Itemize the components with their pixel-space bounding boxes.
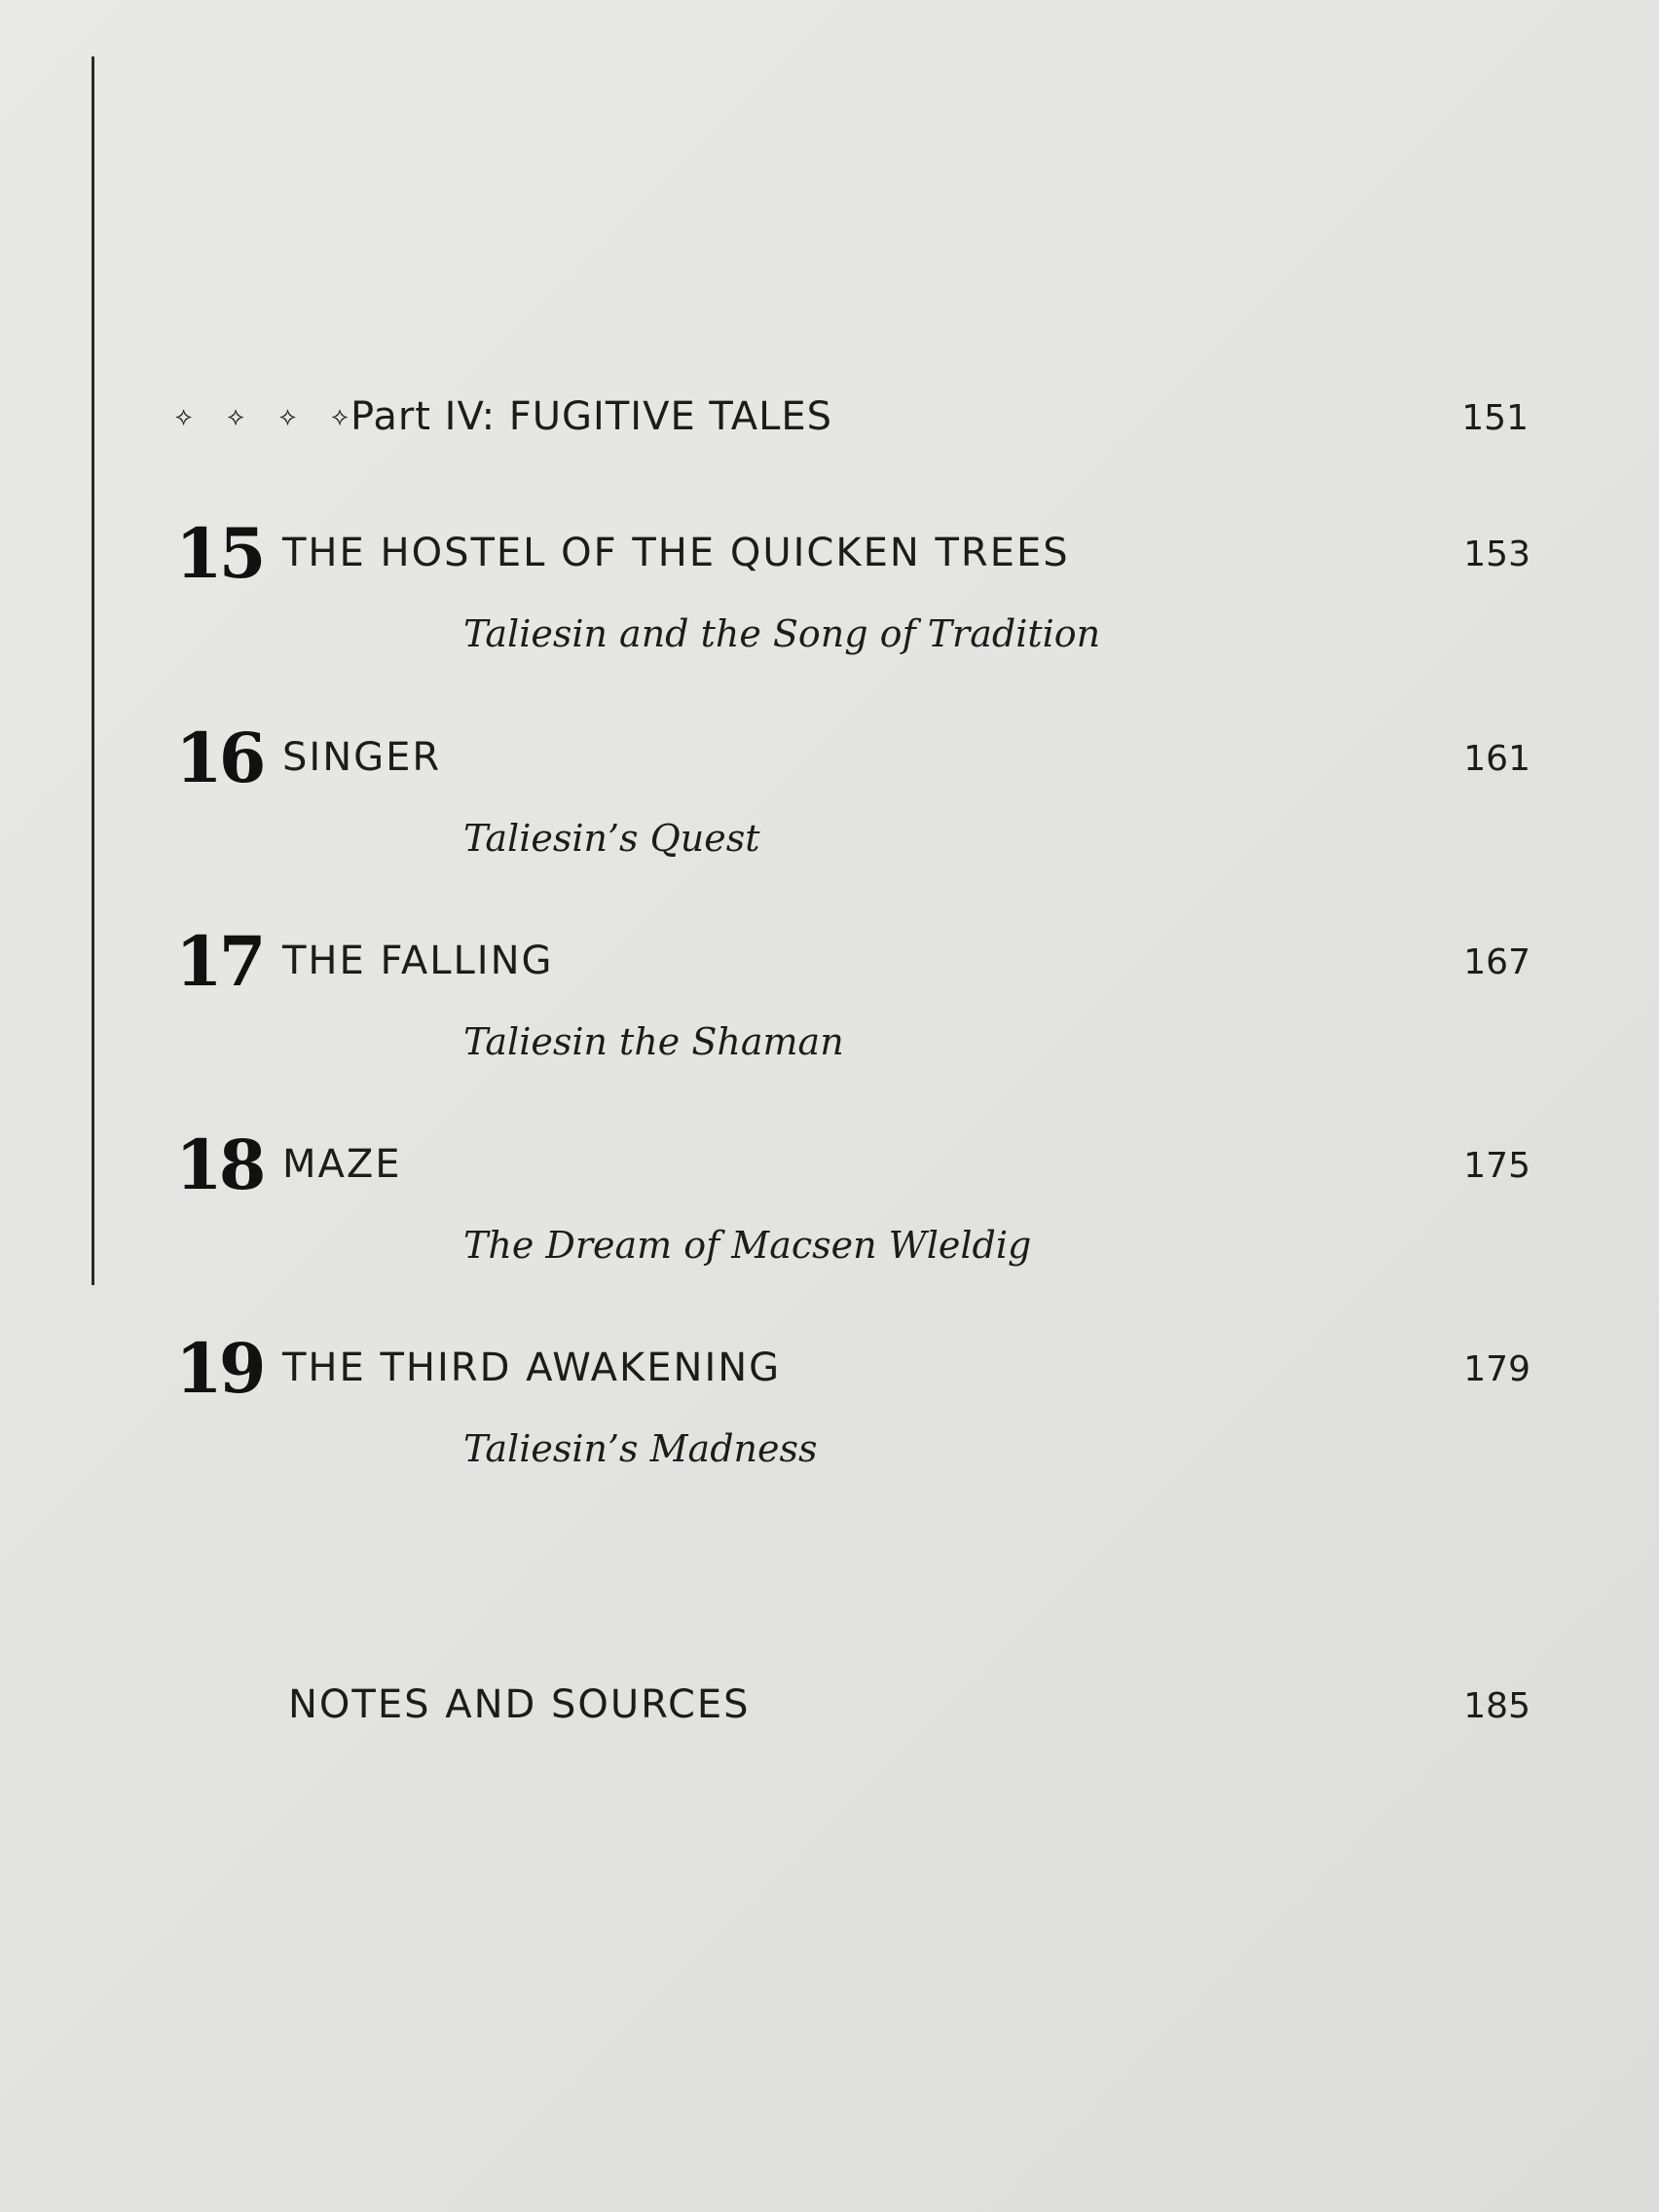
part-title: Part IV: FUGITIVE TALES: [350, 394, 833, 439]
chapter-page-number: 175: [1463, 1146, 1530, 1186]
chapter-subtitle: Taliesin and the Song of Tradition: [463, 612, 1101, 655]
chapter-title: THE HOSTEL OF THE QUICKEN TREES: [282, 531, 1070, 575]
ornament-icon: ⟡ ⟡ ⟡ ⟡: [175, 402, 362, 431]
chapter-number: 18: [175, 1124, 263, 1205]
chapter-page-number: 153: [1463, 535, 1530, 574]
chapter-page-number: 161: [1463, 739, 1530, 779]
vertical-rule: [92, 56, 94, 1285]
notes-page-number: 185: [1463, 1686, 1530, 1726]
notes-title: NOTES AND SOURCES: [288, 1682, 751, 1727]
chapter-page-number: 167: [1463, 942, 1530, 982]
chapter-title: MAZE: [282, 1142, 402, 1187]
chapter-title: SINGER: [282, 735, 442, 780]
chapter-subtitle: Taliesin the Shaman: [463, 1020, 844, 1063]
toc-entry: [175, 1328, 1530, 1521]
toc-entry: [175, 1124, 1530, 1317]
chapter-number: 15: [175, 513, 263, 594]
toc-entry: [175, 921, 1530, 1114]
toc-entry: [175, 718, 1530, 910]
chapter-title: THE THIRD AWAKENING: [282, 1346, 782, 1390]
chapter-number: 19: [175, 1328, 263, 1409]
toc-entry: [175, 513, 1530, 706]
notes-entry: [288, 1682, 1530, 1741]
chapter-page-number: 179: [1463, 1349, 1530, 1389]
chapter-subtitle: Taliesin’s Madness: [463, 1427, 818, 1470]
part-heading: [175, 394, 1529, 453]
part-page-number: 151: [1461, 398, 1529, 438]
chapter-subtitle: The Dream of Macsen Wleldig: [463, 1224, 1032, 1267]
chapter-subtitle: Taliesin’s Quest: [463, 817, 760, 860]
chapter-title: THE FALLING: [282, 939, 554, 983]
chapter-number: 17: [175, 921, 263, 1002]
chapter-number: 16: [175, 718, 263, 798]
